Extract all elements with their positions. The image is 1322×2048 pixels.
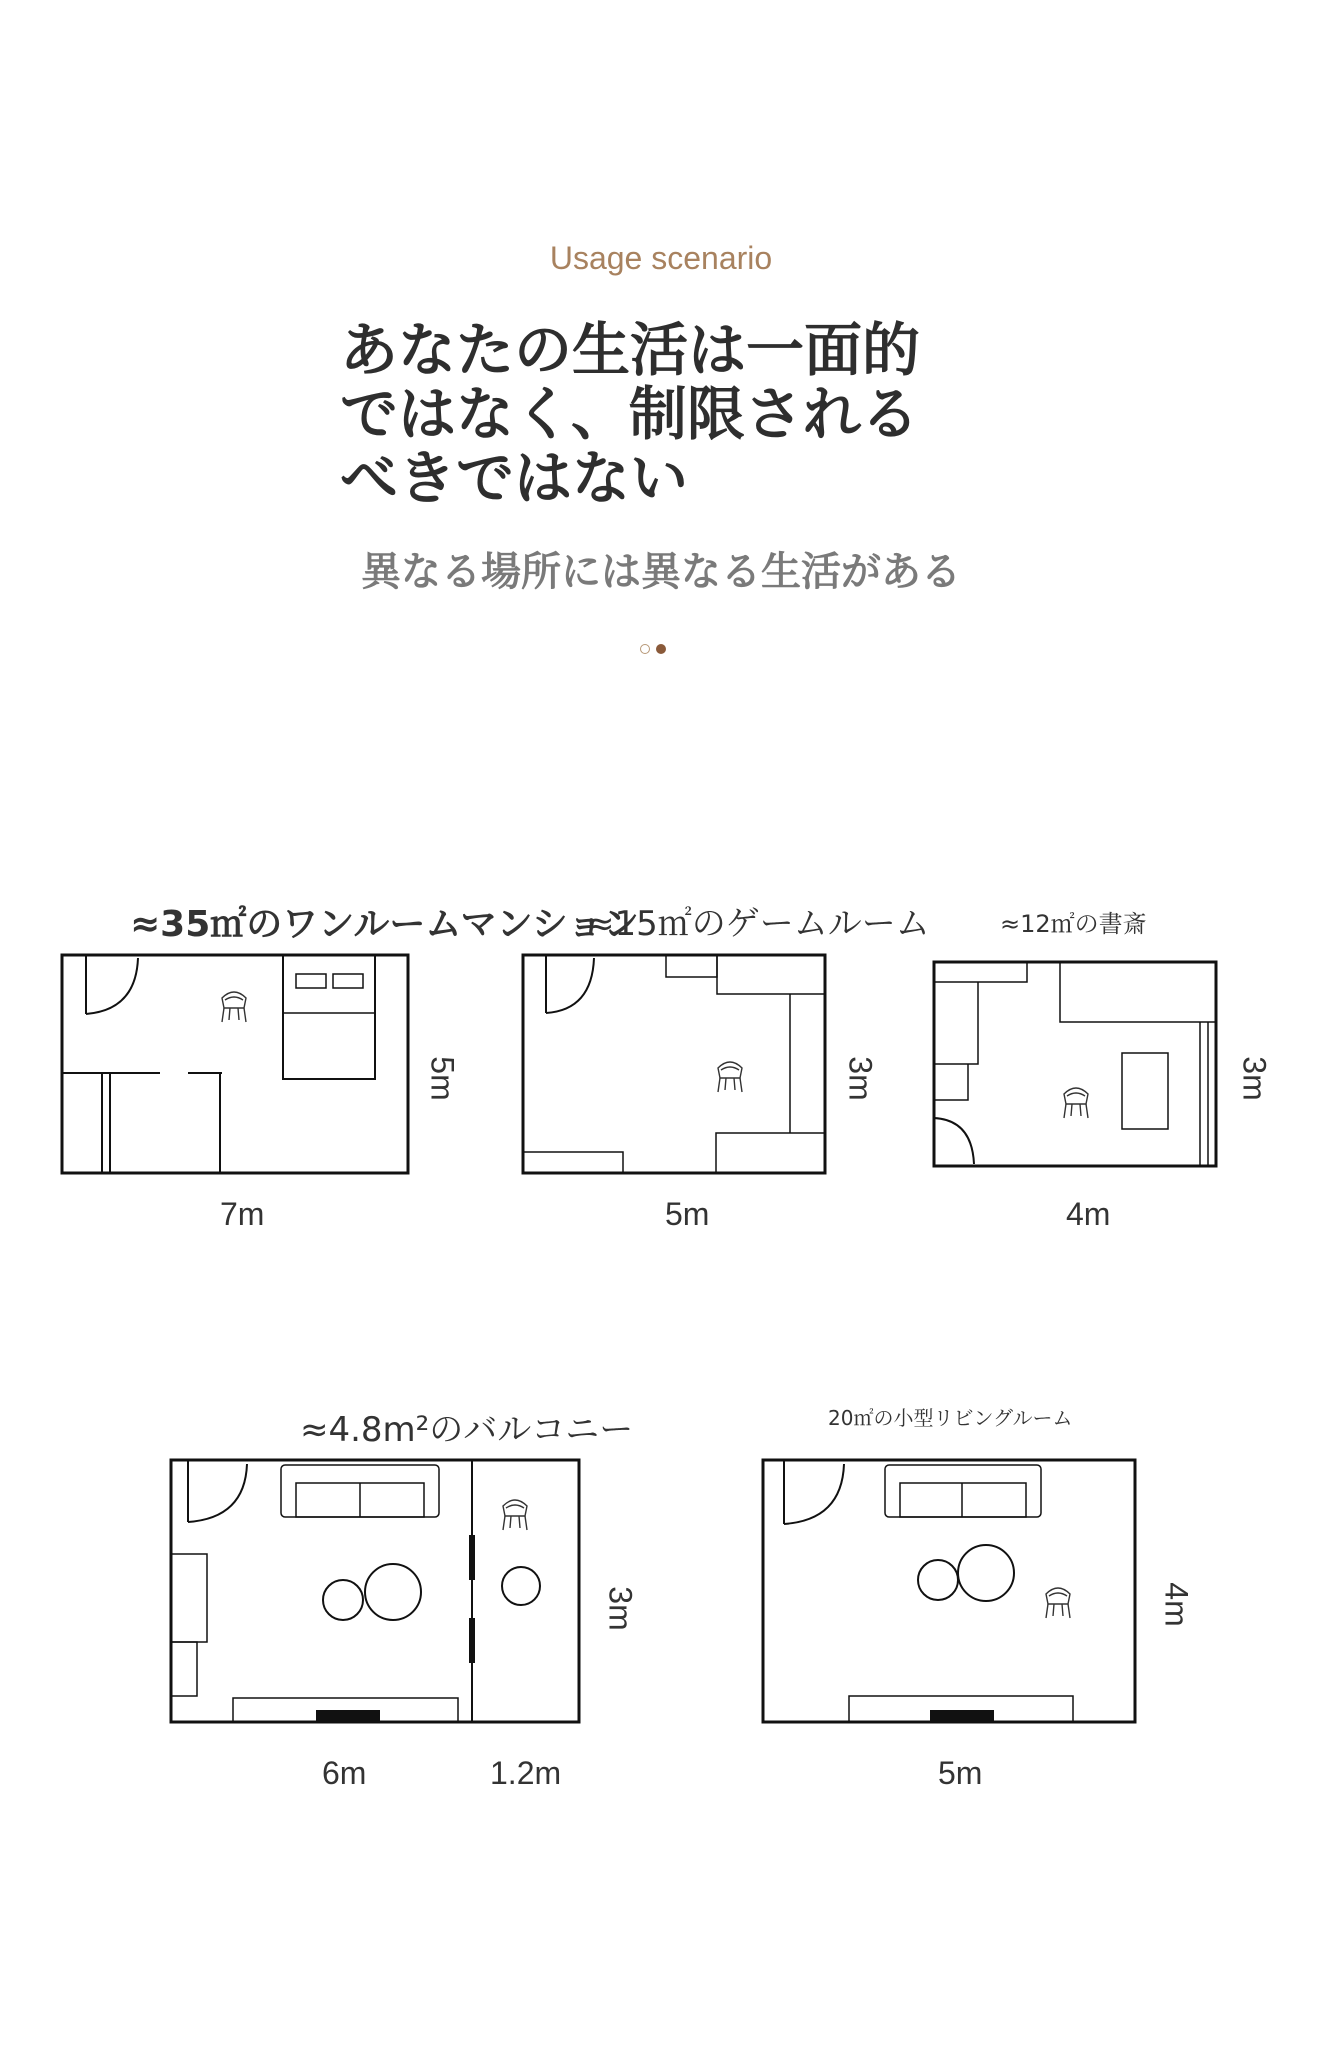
balcony-height: 3m — [602, 1586, 639, 1631]
game-room-height: 3m — [842, 1056, 879, 1101]
page-subtitle: 異なる場所には異なる生活がある — [361, 549, 961, 595]
room-label-study: ≈12㎡の書斎 — [1000, 910, 1147, 938]
game-room-width: 5m — [665, 1196, 710, 1232]
floorplan-study — [934, 962, 1216, 1166]
study-height: 3m — [1236, 1056, 1273, 1101]
headline-line-3: べきではない — [340, 444, 689, 512]
balcony-width-side: 1.2m — [490, 1755, 562, 1791]
floorplan-studio — [62, 955, 408, 1173]
study-width: 4m — [1066, 1196, 1111, 1232]
balcony-width-main: 6m — [322, 1755, 367, 1791]
living-room-height: 4m — [1158, 1582, 1195, 1627]
room-label-studio: ≈35㎡のワンルームマンション — [130, 904, 640, 945]
room-label-living: 20㎡の小型リビングルーム — [828, 1406, 1073, 1430]
room-label-game: ≈15㎡のゲームルーム — [586, 904, 930, 944]
floorplan-living-room — [763, 1460, 1135, 1722]
headline-line-2: ではなく、制限される — [340, 380, 919, 448]
floorplan-game-room — [523, 955, 825, 1173]
studio-width: 7m — [220, 1196, 265, 1232]
headline-line-1: あなたの生活は一面的 — [340, 316, 921, 384]
usage-scenario-kicker: Usage scenario — [549, 240, 773, 276]
room-label-balcony: ≈4.8m²のバルコニー — [300, 1410, 634, 1450]
floorplan-balcony — [171, 1460, 579, 1722]
living-room-width: 5m — [938, 1755, 983, 1791]
studio-height: 5m — [424, 1056, 461, 1101]
